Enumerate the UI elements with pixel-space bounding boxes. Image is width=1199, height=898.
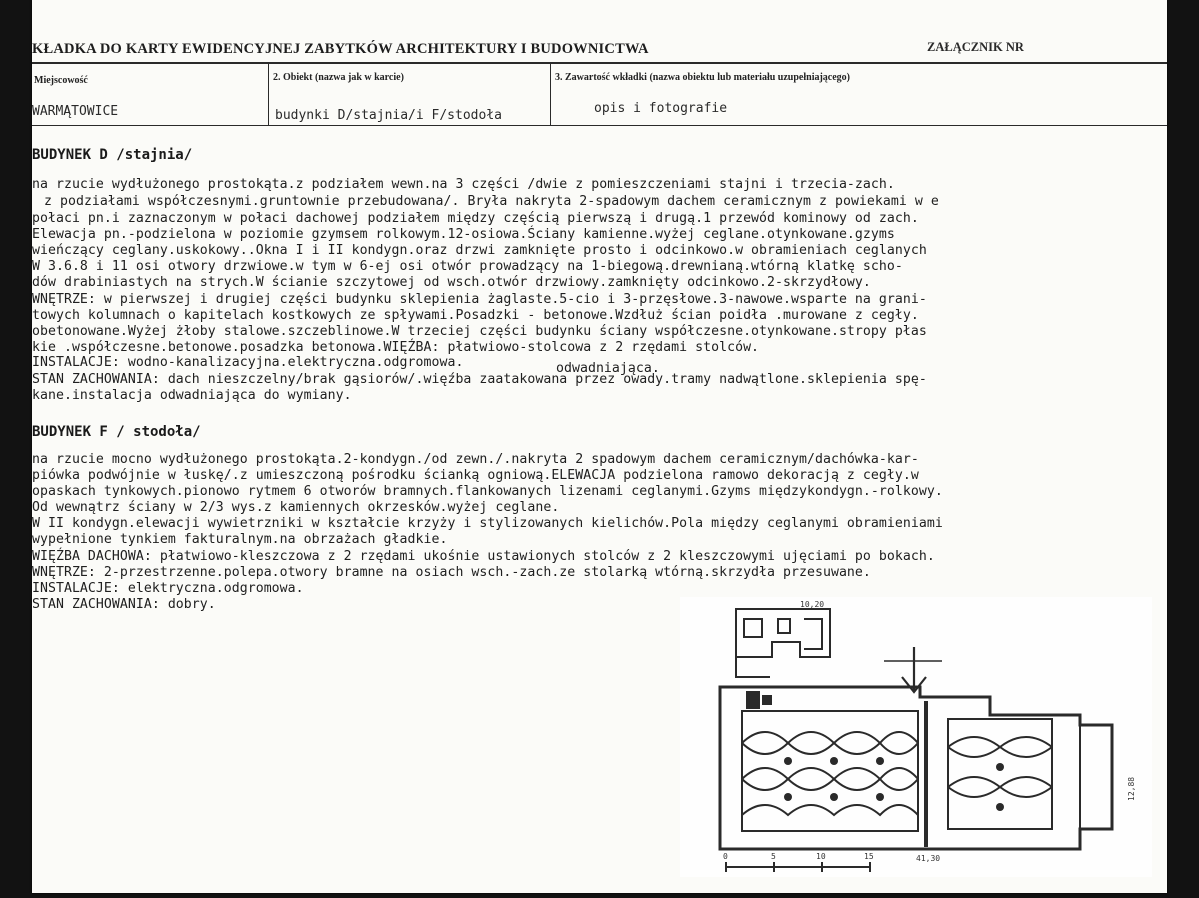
building-d-line: na rzucie wydłużonego prostokąta.z podziałem wewn.na 3 części /dwie z pomieszczeniami stajni i trzecia-zach. bbox=[32, 177, 895, 192]
building-f-line: WNĘTRZE: 2-przestrzenne.polepa.otwory bramne na osiach wsch.-zach.ze stolarką wtórną.skrzydła przesuwane. bbox=[32, 565, 871, 580]
building-f-line: piówka podwójnie w łuskę/.z umieszczoną pośrodku ścianką ogniową.ELEWACJA podzielona ramowo dekoracją z cegły.w bbox=[32, 468, 919, 483]
building-f-line: wypełnione tynkiem fakturalnym.na obrzażach gładkie. bbox=[32, 532, 448, 547]
building-d-line: z podziałami współczesnymi.gruntownie przebudowana/. Bryła nakryta 2-spadowym dachem ceramicznym z powiekami w e bbox=[44, 194, 939, 209]
building-f-line: WIĘŹBA DACHOWA: płatwiowo-kleszczowa z 2 rzędami ukośnie ustawionych stolców z 2 kleszczowymi ujęciami po bokach. bbox=[32, 549, 935, 564]
building-f-line: STAN ZACHOWANIA: dobry. bbox=[32, 597, 216, 612]
field-divider-2 bbox=[550, 63, 551, 126]
floor-plan-drawing bbox=[680, 597, 1152, 877]
annex-number-label: ZAŁĄCZNIK NR bbox=[927, 40, 1024, 54]
building-d-line: STAN ZACHOWANIA: dach nieszczelny/brak gąsiorów/.więźba zaatakowana przez owady.tramy nadwątlone.sklepienia spę- bbox=[32, 372, 927, 387]
building-f-line: opaskach tynkowych.pionowo rytmem 6 otworów bramnych.flankowanych lizenami ceglanymi.Gzyms międzykondygn.-rolkowy. bbox=[32, 484, 943, 499]
object-value: budynki D/stajnia/i F/stodoła bbox=[275, 108, 502, 123]
floor-plan-svg bbox=[680, 597, 1152, 877]
locality-value: WARMĄTOWICE bbox=[32, 104, 119, 119]
building-f-heading: BUDYNEK F / stodoła/ bbox=[32, 424, 201, 440]
building-f-line: INSTALACJE: elektryczna.odgromowa. bbox=[32, 581, 304, 596]
building-f-line: Od wewnątrz ściany w 2/3 wys.z kamiennych okrzesków.wyżej ceglane. bbox=[32, 500, 560, 515]
building-d-line: W 3.6.8 i 11 osi otwory drzwiowe.w tym w 6-ej osi otwór prowadzący na 1-biegową.drewnianą.wtórną klatkę scho- bbox=[32, 259, 903, 274]
building-f-line: na rzucie mocno wydłużonego prostokąta.2-kondygn./od zewn./.nakryta 2 spadowym dachem ceramicznym/dachówka-kar- bbox=[32, 452, 919, 467]
content-label: 3. Zawartość wkładki (nazwa obiektu lub materiału uzupełniającego) bbox=[555, 72, 851, 83]
building-d-line: obetonowane.Wyżej żłoby stalowe.szczeblinowe.W trzeciej części budynku ściany współczesne.otynkowane.stropy płas bbox=[32, 324, 927, 339]
plan-bottom-dimension: 41,30 bbox=[916, 854, 941, 863]
scale-label: 0 bbox=[723, 852, 728, 861]
record-card bbox=[32, 0, 1167, 893]
fields-bottom-rule bbox=[32, 125, 1167, 126]
field-divider-1 bbox=[268, 63, 269, 126]
building-d-line: odwadniająca. bbox=[556, 361, 660, 376]
form-title: KŁADKA DO KARTY EWIDENCYJNEJ ZABYTKÓW ARCHITEKTURY I BUDOWNICTWA bbox=[32, 41, 649, 57]
building-f-line: W II kondygn.elewacji wywietrzniki w kształcie krzyży i stylizowanych kielichów.Pola między ceglanymi obramieniami bbox=[32, 516, 943, 531]
building-d-line: kane.instalacja odwadniająca do wymiany. bbox=[32, 388, 352, 403]
building-d-line: towych kolumnach o kapitelach kostkowych ze spływami.Posadzki - betonowe.Wzdłuż ścian poidła .murowane z cegły. bbox=[32, 308, 919, 323]
plan-side-dimension: 12,88 bbox=[1127, 776, 1136, 801]
scale-label: 15 bbox=[864, 852, 874, 861]
header-rule bbox=[32, 62, 1167, 64]
scale-label: 10 bbox=[816, 852, 826, 861]
plan-top-dimension: 10,20 bbox=[800, 600, 825, 609]
locality-label: Miejscowość bbox=[34, 75, 88, 86]
building-d-heading: BUDYNEK D /stajnia/ bbox=[32, 147, 193, 163]
building-d-line: Elewacja pn.-podzielona w poziomie gzymsem rolkowym.12-osiowa.Ściany kamienne.wyżej ceglane.otynkowane.gzyms bbox=[32, 227, 895, 242]
building-d-line: wieńczący ceglany.uskokowy..Okna I i II kondygn.oraz drzwi zamknięte prosto i odcinkowo.w obramieniach ceglanych bbox=[32, 243, 927, 258]
building-d-line: WNĘTRZE: w pierwszej i drugiej części budynku sklepienia żaglaste.5-cio i 3-przęsłowe.3-nawowe.wsparte na grani- bbox=[32, 292, 927, 307]
content-value: opis i fotografie bbox=[594, 101, 728, 116]
building-d-line: INSTALACJE: wodno-kanalizacyjna.elektryczna.odgromowa. bbox=[32, 355, 464, 370]
scale-label: 5 bbox=[771, 852, 776, 861]
object-label: 2. Obiekt (nazwa jak w karcie) bbox=[273, 72, 404, 83]
building-d-line: połaci pn.i zaznaczonym w połaci dachowej podziałem między częścią pierwszą i drugą.1 przewód kominowy od zach. bbox=[32, 211, 919, 226]
building-d-line: dów drabiniastych na strych.W ścianie szczytowej od wsch.otwór drzwiowy.zamknięty odcinkowo.2-skrzydłowy. bbox=[32, 275, 871, 290]
building-d-line: kie .współczesne.betonowe.posadzka betonowa.WIĘŹBA: płatwiowo-stolcowa z 2 rzędami stolców. bbox=[32, 340, 760, 355]
